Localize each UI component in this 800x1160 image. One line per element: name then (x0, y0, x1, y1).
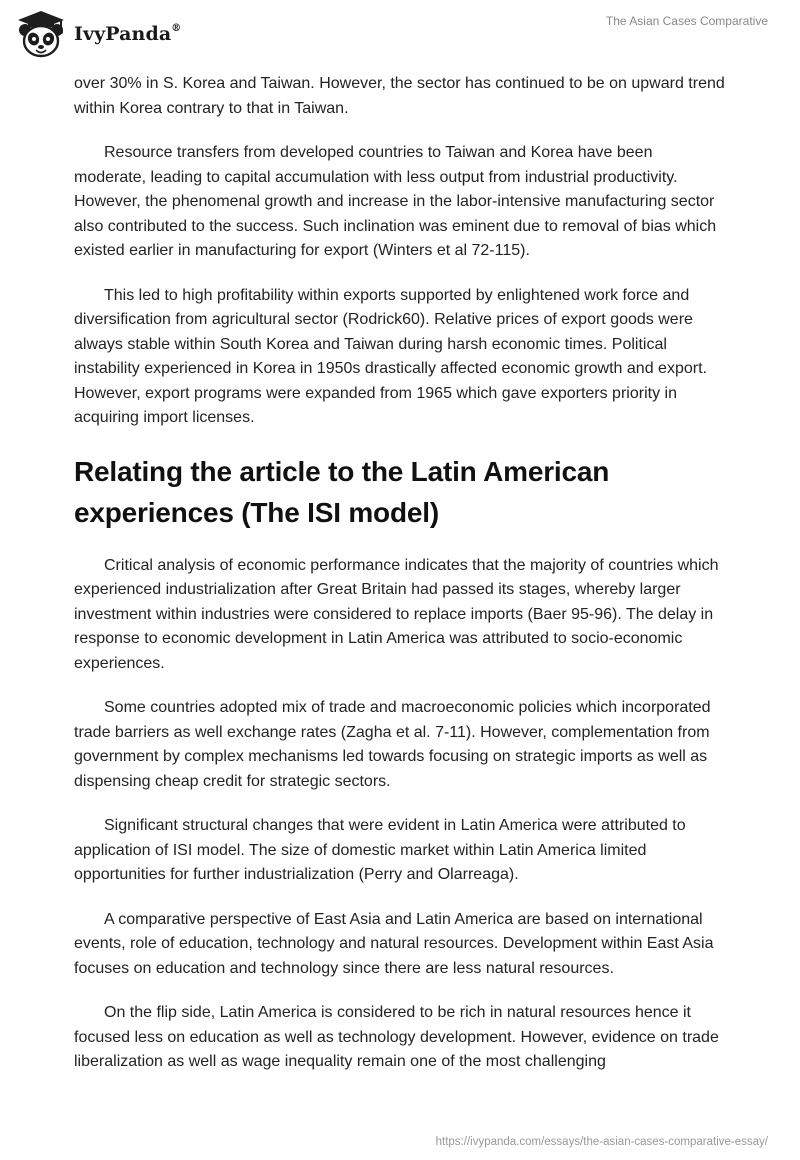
paragraph: On the flip side, Latin America is considered to be rich in natural resources hence it focused less on education as well as technology development. However, evidence on trade liberalization as well as wage inequality remain one of the most challenging (74, 1004, 719, 1070)
panda-graduate-icon (14, 8, 68, 60)
paragraph: Resource transfers from developed countries to Taiwan and Korea have been moderate, leading to capital accumulation with less output from industrial productivity. However, the phenomenal growth and increase in the labor-intensive manufacturing sector also contributed to the success. Such inclination was eminent due to removal of bias which existed earlier in manufacturing for export (Winters et al 72-115). (74, 144, 717, 259)
essay-body (74, 72, 726, 1095)
paragraph: A comparative perspective of East Asia and Latin America are based on international events, role of education, technology and natural resources. Development within East Asia focuses on education and technology since there are less natural resources. (74, 910, 714, 977)
paragraph: Some countries adopted mix of trade and macroeconomic policies which incorporated trade barriers as well exchange rates (Zagha et al. 7-11). However, complementation from government by complex mechanisms led towards focusing on strategic imports as well as dispensing cheap credit for strategic sectors. (74, 699, 711, 790)
paragraph: This led to high profitability within exports supported by enlightened work force and diversification from agricultural sector (Rodrick60). Relative prices of export goods were always stable within South Korea and Taiwan during harsh economic times. Political instability experienced in Korea in 1950s drastically affected economic growth and export. However, export programs were expanded from 1965 which gave exporters priority in acquiring import licenses. (74, 286, 707, 426)
paragraph: Critical analysis of economic performance indicates that the majority of countries which experienced industrialization after Great Britain had passed its stages, whereby larger investment within industries were considered to replace imports (Baer 95-96). The delay in response to economic development in Latin America was attributed to socio-economic experiences. (74, 556, 719, 672)
paragraph: Significant structural changes that were evident in Latin America were attributed to application of ISI model. The size of domestic market within Latin America limited opportunities for further industrialization (Perry and Olarreaga). (74, 817, 686, 883)
paragraph: over 30% in S. Korea and Taiwan. However, the sector has continued to be on upward trend within Korea contrary to that in Taiwan. (74, 75, 725, 117)
page-header (0, 0, 800, 66)
running-title: The Asian Cases Comparative (605, 14, 768, 28)
brand-logo[interactable] (14, 8, 181, 60)
brand-name: IvyPanda® (74, 22, 182, 45)
source-url[interactable]: https://ivypanda.com/essays/the-asian-cases-comparative-essay/ (435, 1136, 768, 1148)
section-heading: Relating the article to the Latin American experiences (The ISI model) (74, 455, 610, 528)
